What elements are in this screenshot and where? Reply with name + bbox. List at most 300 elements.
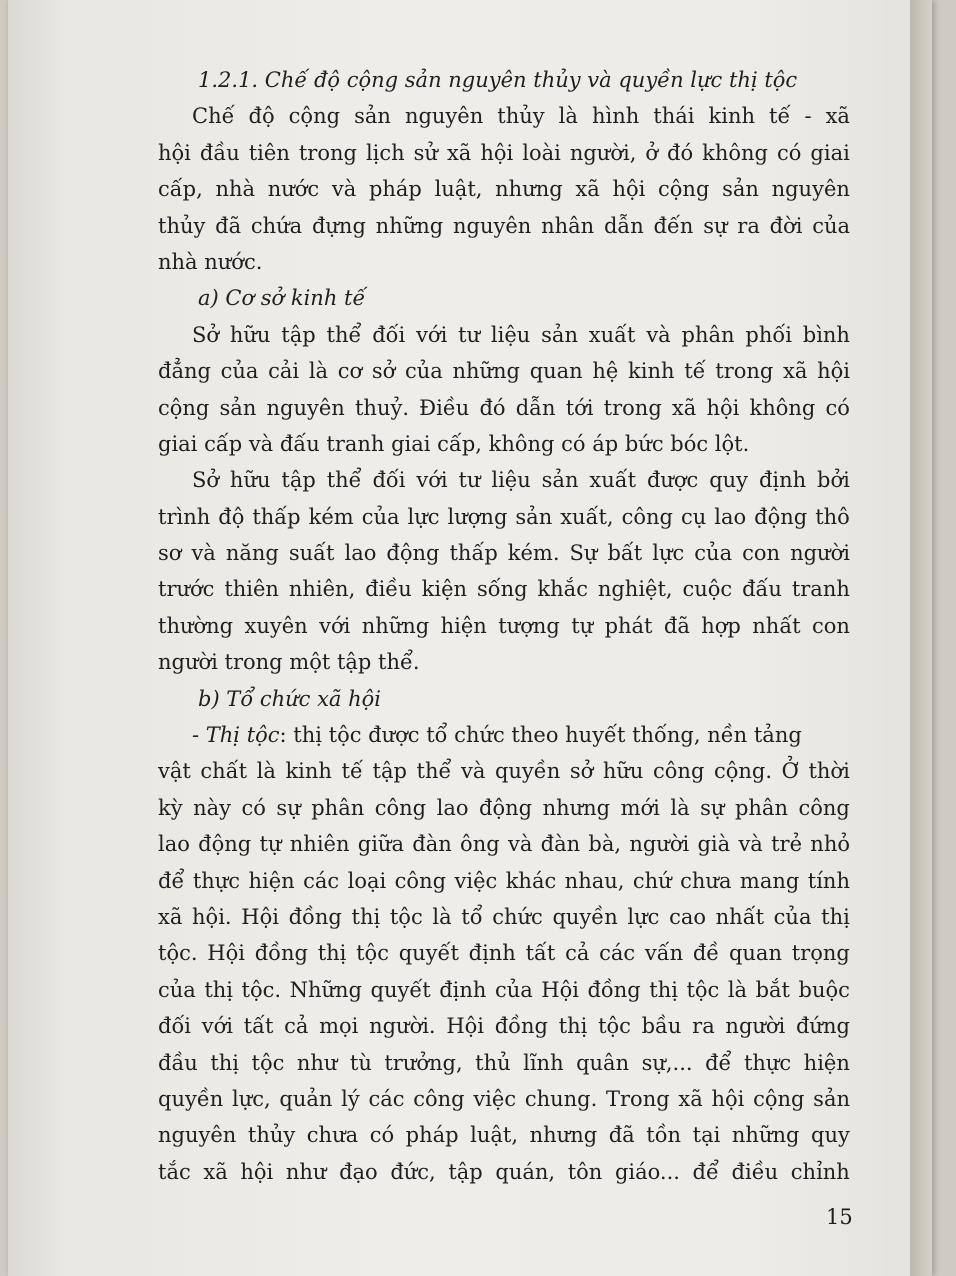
- word: những: [452, 359, 520, 384]
- word: tư: [458, 468, 481, 493]
- word: tiên: [248, 140, 290, 165]
- word: hội: [706, 395, 740, 420]
- word: Những: [289, 977, 362, 1002]
- word: độ: [218, 504, 245, 529]
- word: hội.: [192, 904, 232, 929]
- word: liệu: [490, 322, 531, 347]
- word: thuỷ.: [354, 395, 410, 420]
- word: hữu: [602, 759, 644, 784]
- word: hiện: [803, 1050, 850, 1075]
- word: với: [319, 613, 351, 638]
- word: xuất: [588, 322, 636, 347]
- word: của: [361, 504, 400, 529]
- text-line: [158, 1045, 850, 1081]
- word: cộng: [288, 104, 341, 129]
- word: định: [439, 977, 487, 1002]
- word: hợp: [701, 613, 741, 638]
- word: sự: [276, 795, 301, 820]
- word: tộc: [686, 977, 720, 1002]
- word: người: [725, 1014, 786, 1039]
- word: người: [790, 541, 850, 566]
- word: tập: [281, 468, 316, 493]
- word: nguyên: [158, 1123, 237, 1148]
- word: mới: [620, 795, 660, 820]
- word: buộc: [798, 977, 850, 1002]
- word: người.: [369, 1014, 436, 1039]
- text-line: giai cấp và đấu tranh giai cấp, không có áp bức bóc lột.: [158, 431, 750, 456]
- word: tôn: [567, 1159, 603, 1184]
- word: thủ: [475, 1050, 511, 1075]
- word: cả: [565, 941, 590, 966]
- word: nguyên: [771, 177, 850, 202]
- word: Hội: [207, 941, 245, 966]
- word: Trong: [606, 1086, 670, 1111]
- word: giai: [810, 140, 850, 165]
- word: sản: [354, 104, 391, 129]
- word: là: [432, 904, 452, 929]
- word: nhân: [541, 213, 595, 238]
- word: luật,: [470, 1123, 519, 1148]
- text-line: [158, 1008, 850, 1044]
- word: cả: [284, 1014, 309, 1039]
- word: quyền: [494, 759, 561, 784]
- word: việc: [454, 868, 498, 893]
- word: trước: [158, 577, 215, 602]
- word: quân: [576, 1050, 630, 1075]
- word: đức,: [390, 1159, 436, 1184]
- word: với: [416, 468, 448, 493]
- word: xã: [825, 104, 850, 129]
- text-line: [158, 935, 850, 971]
- word: kiện: [421, 577, 468, 602]
- word: quy: [709, 468, 749, 493]
- word: sở: [569, 759, 594, 784]
- word: thị: [210, 1050, 240, 1075]
- word: đối: [158, 1014, 192, 1039]
- word: luật,: [434, 177, 483, 202]
- word: sở: [371, 359, 396, 384]
- word: năng: [225, 541, 279, 566]
- word: tế: [684, 359, 706, 384]
- word: thị: [317, 941, 347, 966]
- word: tự: [571, 613, 594, 638]
- word: nguyên: [452, 213, 532, 238]
- word: tộc: [389, 904, 423, 929]
- word: tranh: [791, 577, 850, 602]
- text-line: [158, 135, 850, 171]
- page-text: [158, 62, 850, 1190]
- word: có: [241, 795, 266, 820]
- word: thị: [558, 1014, 588, 1039]
- word: của: [773, 904, 812, 929]
- word: của: [220, 359, 259, 384]
- text-line: [158, 826, 850, 862]
- word: con: [812, 613, 850, 638]
- text-line: [158, 608, 850, 644]
- word: trưởng,: [384, 1050, 463, 1075]
- paragraph-3: [158, 462, 850, 680]
- section-heading: 1.2.1. Chế độ cộng sản nguyên thủy và quyền lực thị tộc: [198, 68, 798, 92]
- word: cụ: [680, 504, 707, 529]
- word: quyền: [158, 1086, 224, 1111]
- word: tất: [243, 1014, 274, 1039]
- word: Chế: [192, 104, 235, 129]
- word: xã: [678, 1086, 703, 1111]
- word: như: [296, 1050, 338, 1075]
- word: sản: [219, 395, 257, 420]
- text-line: [158, 753, 850, 789]
- word: nhưng: [495, 177, 563, 202]
- word: sản: [722, 177, 759, 202]
- word: nhà: [215, 177, 256, 202]
- word: tộc.: [158, 941, 198, 966]
- word: tất: [525, 941, 556, 966]
- word: trẻ: [771, 832, 803, 857]
- word: ông: [460, 832, 500, 857]
- word: đề: [692, 941, 720, 966]
- word: kinh: [708, 104, 756, 129]
- word: xã: [783, 359, 808, 384]
- word: thái: [653, 104, 695, 129]
- word: tế: [341, 759, 363, 784]
- word: của: [494, 977, 533, 1002]
- word: trình: [158, 504, 211, 529]
- word: thể: [326, 468, 362, 493]
- word: khắc: [537, 577, 588, 602]
- lead-rest: : thị tộc được tổ chức theo huyết thống, nền tảng: [279, 723, 802, 748]
- word: nhiên,: [288, 577, 356, 602]
- text-line: [158, 535, 850, 571]
- word: hội: [480, 140, 514, 165]
- word: và: [507, 832, 533, 857]
- word: đàn: [412, 832, 452, 857]
- word: cấp,: [158, 177, 203, 202]
- text-line: [158, 171, 850, 207]
- word: thời: [808, 759, 850, 784]
- word: đẳng: [158, 359, 211, 384]
- word: bởi: [817, 468, 850, 493]
- text-line: [158, 899, 850, 935]
- text-line: [158, 863, 850, 899]
- word: bình: [802, 322, 850, 347]
- word: bầu: [641, 1014, 682, 1039]
- word: phối: [745, 322, 792, 347]
- word: được: [646, 468, 699, 493]
- word: tắc: [158, 1159, 191, 1184]
- word: mang: [739, 868, 800, 893]
- word: độ: [248, 104, 275, 129]
- word: những: [731, 1123, 800, 1148]
- paragraph-4: [158, 717, 850, 1190]
- word: công: [653, 759, 705, 784]
- word: phân: [681, 322, 735, 347]
- word: trọng: [791, 941, 850, 966]
- text-line: [158, 208, 850, 244]
- word: tư: [458, 322, 481, 347]
- word: của: [694, 541, 733, 566]
- word: các: [368, 1086, 405, 1111]
- word: con: [742, 541, 781, 566]
- word: này: [193, 795, 232, 820]
- word: quyết: [370, 977, 431, 1002]
- word: nhất: [752, 613, 801, 638]
- subheading-b: b) Tổ chức xã hội: [198, 686, 382, 711]
- word: lý: [341, 1086, 360, 1111]
- word: thiên: [224, 577, 279, 602]
- word: như: [285, 1159, 327, 1184]
- word: để: [692, 1159, 719, 1184]
- word: đứng: [795, 1014, 850, 1039]
- word: đồng: [254, 941, 308, 966]
- word: động: [386, 541, 440, 566]
- word: lịch: [365, 140, 405, 165]
- word: xuất: [589, 468, 637, 493]
- word: việc: [473, 1086, 517, 1111]
- word: là: [558, 104, 578, 129]
- word: người,: [569, 140, 637, 165]
- word: thủy: [497, 104, 545, 129]
- word: và: [191, 541, 216, 566]
- word: có: [369, 1123, 395, 1148]
- word: nhưng: [529, 1123, 598, 1148]
- word: nhau,: [564, 868, 625, 893]
- word: hình: [591, 104, 640, 129]
- text-line: [158, 790, 850, 826]
- word: Hội: [241, 904, 279, 929]
- word: Sự: [569, 541, 598, 566]
- text-line: [158, 353, 850, 389]
- word: tổ: [461, 904, 483, 929]
- subheading-a: a) Cơ sở kinh tế: [198, 286, 366, 311]
- word: đã: [608, 1123, 635, 1148]
- word: tộc: [356, 941, 389, 966]
- text-line-lead: [158, 717, 850, 753]
- word: bắt: [755, 977, 790, 1002]
- word: tập: [281, 322, 316, 347]
- text-line: [158, 98, 850, 134]
- word: giáo...: [614, 1159, 680, 1184]
- text-line: [158, 1117, 850, 1153]
- word: đấu: [742, 577, 782, 602]
- page-number: 15: [826, 1205, 853, 1229]
- word: lao: [714, 504, 747, 529]
- word: kinh: [628, 359, 675, 384]
- word: bất: [607, 541, 643, 566]
- word: với: [416, 322, 448, 347]
- word: chưa: [306, 1123, 359, 1148]
- word: pháp: [405, 1123, 459, 1148]
- word: pháp: [368, 177, 422, 202]
- word: công: [374, 795, 427, 820]
- word: không: [702, 140, 768, 165]
- word: sản: [813, 1086, 850, 1111]
- word: xã: [575, 177, 600, 202]
- word: ra: [737, 213, 760, 238]
- word: hội: [240, 1159, 274, 1184]
- word: sản: [541, 322, 578, 347]
- word: vấn: [644, 941, 684, 966]
- word: -: [804, 104, 812, 129]
- word: đạo: [339, 1159, 378, 1184]
- word: tồn: [646, 1123, 682, 1148]
- word: nhưng: [542, 795, 611, 820]
- word: công: [413, 1086, 465, 1111]
- word: đồng: [494, 1014, 548, 1039]
- word: Ở: [781, 759, 799, 784]
- word: Sở: [192, 468, 220, 493]
- word: lao: [158, 832, 190, 857]
- word: công: [798, 795, 850, 820]
- word: thị: [204, 977, 234, 1002]
- word: quan: [529, 359, 583, 384]
- word: tộc: [251, 1050, 285, 1075]
- word: trong: [298, 140, 357, 165]
- word: của: [812, 213, 850, 238]
- word: thị: [821, 904, 850, 929]
- word: nước: [267, 177, 320, 202]
- word: hiện: [440, 613, 487, 638]
- word: thực: [192, 868, 241, 893]
- text-line: [158, 972, 850, 1008]
- word: đối: [372, 322, 406, 347]
- word: tộc: [598, 1014, 631, 1039]
- word: già: [697, 832, 731, 857]
- word: đã: [215, 213, 242, 238]
- word: cải: [268, 359, 300, 384]
- word: động: [479, 795, 533, 820]
- word: đời: [769, 213, 803, 238]
- word: chứ: [632, 868, 672, 893]
- word: đầu: [199, 140, 240, 165]
- word: những: [375, 213, 444, 238]
- word: thủy: [247, 1123, 296, 1148]
- word: sản: [515, 504, 553, 529]
- word: cơ: [337, 359, 363, 384]
- word: lực: [627, 904, 660, 929]
- word: tập: [372, 759, 407, 784]
- word: tộc.: [241, 977, 282, 1002]
- word: thực: [743, 1050, 792, 1075]
- word: không: [749, 395, 816, 420]
- word: chất: [200, 759, 248, 784]
- word: công: [621, 504, 673, 529]
- word: liệu: [491, 468, 531, 493]
- word: cộng: [658, 177, 710, 202]
- word: định: [468, 941, 516, 966]
- word: đồng: [288, 904, 342, 929]
- word: chỉnh: [790, 1159, 850, 1184]
- word: kỳ: [158, 795, 183, 820]
- word: lượng: [447, 504, 508, 529]
- word: tù: [349, 1050, 372, 1075]
- word: các: [599, 941, 636, 966]
- word: thị: [351, 904, 381, 929]
- word: vật: [158, 759, 191, 784]
- word: quyền: [552, 904, 618, 929]
- word: thô: [815, 504, 850, 529]
- word: với: [201, 1014, 233, 1039]
- word: hệ: [592, 359, 619, 384]
- word: hội: [817, 359, 850, 384]
- word: khác: [505, 868, 557, 893]
- word: nguyên: [266, 395, 345, 420]
- word: nghiệt,: [597, 577, 673, 602]
- text-line: [158, 1154, 850, 1190]
- word: và: [738, 832, 763, 857]
- word: giữa: [357, 832, 404, 857]
- word: quan: [728, 941, 782, 966]
- word: là: [308, 359, 329, 384]
- word: nguyên: [404, 104, 484, 129]
- word: xã: [446, 140, 472, 165]
- word: kém: [308, 504, 354, 529]
- word: tới: [565, 395, 594, 420]
- word: nhỏ: [810, 832, 850, 857]
- word: hội: [158, 140, 191, 165]
- word: chức: [492, 904, 543, 929]
- word: quyết: [398, 941, 459, 966]
- word: chung.: [524, 1086, 598, 1111]
- word: Sở: [192, 322, 220, 347]
- word: tập: [448, 1159, 483, 1184]
- word: phân: [734, 795, 788, 820]
- word: quy: [811, 1123, 850, 1148]
- word: cộng: [753, 1086, 805, 1111]
- word: lao: [344, 541, 377, 566]
- paragraph-1: [158, 98, 850, 280]
- word: đã: [663, 613, 690, 638]
- word: sống: [476, 577, 528, 602]
- word: hữu: [229, 322, 271, 347]
- word: sản: [541, 468, 579, 493]
- word: có: [777, 140, 802, 165]
- word: của: [404, 359, 443, 384]
- word: để: [705, 1050, 732, 1075]
- text-line: nhà nước.: [158, 249, 263, 274]
- word: bà,: [588, 832, 622, 857]
- word: tính: [807, 868, 850, 893]
- book-page: [8, 0, 932, 1276]
- word: đó: [479, 395, 506, 420]
- text-line: [158, 571, 850, 607]
- word: Hội: [446, 1014, 484, 1039]
- word: thủy: [158, 213, 206, 238]
- word: có: [825, 395, 850, 420]
- word: lực: [407, 504, 440, 529]
- word: cộng.: [714, 759, 773, 784]
- text-line: [158, 462, 850, 498]
- word: kém.: [507, 541, 560, 566]
- word: ở: [645, 140, 659, 165]
- page-edge: [910, 0, 932, 1276]
- word: điều: [365, 577, 412, 602]
- word: định: [758, 468, 807, 493]
- word: các: [303, 868, 340, 893]
- word: thể: [416, 759, 452, 784]
- text-line: [158, 390, 850, 426]
- word: sự: [700, 795, 725, 820]
- word: và: [646, 322, 671, 347]
- word: đàn: [540, 832, 581, 857]
- word: công: [394, 868, 447, 893]
- word: hiện: [248, 868, 295, 893]
- word: tế: [769, 104, 791, 129]
- word: xuất,: [560, 504, 614, 529]
- word: trong: [603, 395, 662, 420]
- word: là: [727, 977, 748, 1002]
- word: chứa: [250, 213, 303, 238]
- word: để: [158, 868, 185, 893]
